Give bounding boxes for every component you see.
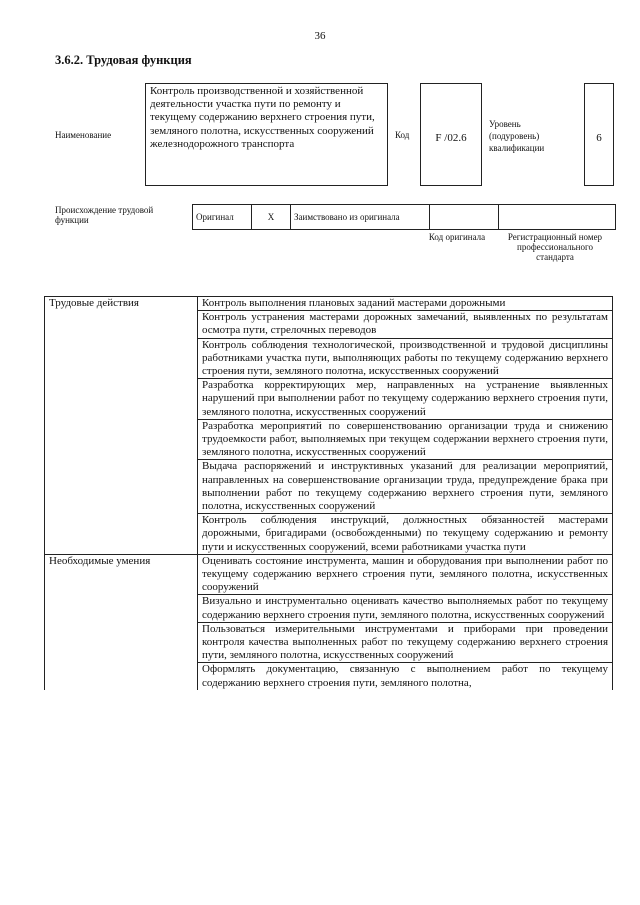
origin-code-cell bbox=[430, 205, 499, 230]
category-cell: Необходимые умения bbox=[45, 554, 198, 690]
list-item: Разработка корректирующих мер, направленных на устранение выявленных нарушений при выполнении работ по текущему содержанию верхнего строения пути, земляного полотна, искусственных сооружений bbox=[198, 379, 613, 420]
origin-label: Происхождение трудовой функции bbox=[55, 205, 154, 225]
name-label: Наименование bbox=[55, 130, 112, 140]
original-mark: X bbox=[252, 205, 291, 230]
list-item: Контроль выполнения плановых заданий мастерами дорожными bbox=[198, 297, 613, 311]
level-value: 6 bbox=[584, 83, 614, 186]
level-label: Уровень (подуровень) квалификации bbox=[489, 119, 545, 153]
borrowed-label: Заимствовано из оригинала bbox=[291, 205, 430, 230]
section-title: 3.6.2. Трудовая функция bbox=[55, 53, 192, 67]
list-item: Оформлять документацию, связанную с выполнением работ по текущему содержанию верхнего строения пути, земляного полотна, bbox=[198, 663, 613, 690]
category-cell: Трудовые действия bbox=[45, 297, 198, 555]
list-item: Контроль устранения мастерами дорожных замечаний, выявленных по результатам осмотра пути, стрелочных переводов bbox=[198, 311, 613, 338]
reg-caption: Регистрационный номер профессионального стандарта bbox=[507, 232, 603, 262]
function-details-table bbox=[44, 296, 613, 690]
function-name: Контроль производственной и хозяйственной деятельности участка пути по ремонту и текущему содержанию верхнего строения пути, земляного полотна, искусственных сооружений железнодорожного транспорта bbox=[145, 83, 388, 186]
list-item: Разработка мероприятий по совершенствованию организации труда и снижению трудоемкости работ, выполняемых при текущем содержании верхнего строения пути, земляного полотна, искусственных сооружений bbox=[198, 419, 613, 460]
code-label: Код bbox=[395, 130, 410, 140]
list-item: Визуально и инструментально оценивать качество выполняемых работ по текущему содержанию верхнего строения пути, земляного полотна, искусственных сооружений bbox=[198, 595, 613, 622]
original-label: Оригинал bbox=[193, 205, 252, 230]
list-item: Выдача распоряжений и инструктивных указаний для реализации мероприятий, направленных на совершенствование организации труда, предупреждение брака при выполнении работ по текущему содержанию верхнего строения пути, земляного полотна, искусственных сооружений bbox=[198, 460, 613, 514]
page-number: 36 bbox=[314, 30, 326, 42]
table-row bbox=[45, 297, 613, 311]
list-item: Контроль соблюдения инструкций, должностных обязанностей мастерами дорожными, бригадирами (освобожденными) по текущему содержанию и ремонту пути и искусственных сооружений, всеми работниками участка пути bbox=[198, 514, 613, 555]
code-value: F /02.6 bbox=[420, 83, 482, 186]
origin-reg-cell bbox=[499, 205, 616, 230]
list-item: Оценивать состояние инструмента, машин и оборудования при выполнении работ по текущему содержанию верхнего строения пути, земляного полотна, искусственных сооружений bbox=[198, 554, 613, 595]
table-row bbox=[45, 554, 613, 595]
origin-table bbox=[192, 204, 616, 230]
list-item: Пользоваться измерительными инструментами и приборами при проведении контроля качества выполненных работ по текущему содержанию верхнего строения пути, земляного полотна, искусственных сооружений bbox=[198, 622, 613, 663]
code-caption: Код оригинала bbox=[428, 232, 486, 242]
list-item: Контроль соблюдения технологической, производственной и трудовой дисциплины работниками участка пути, выполняющих работы по текущему содержанию верхнего строения пути, земляного полотна, искусственных сооружений bbox=[198, 338, 613, 379]
